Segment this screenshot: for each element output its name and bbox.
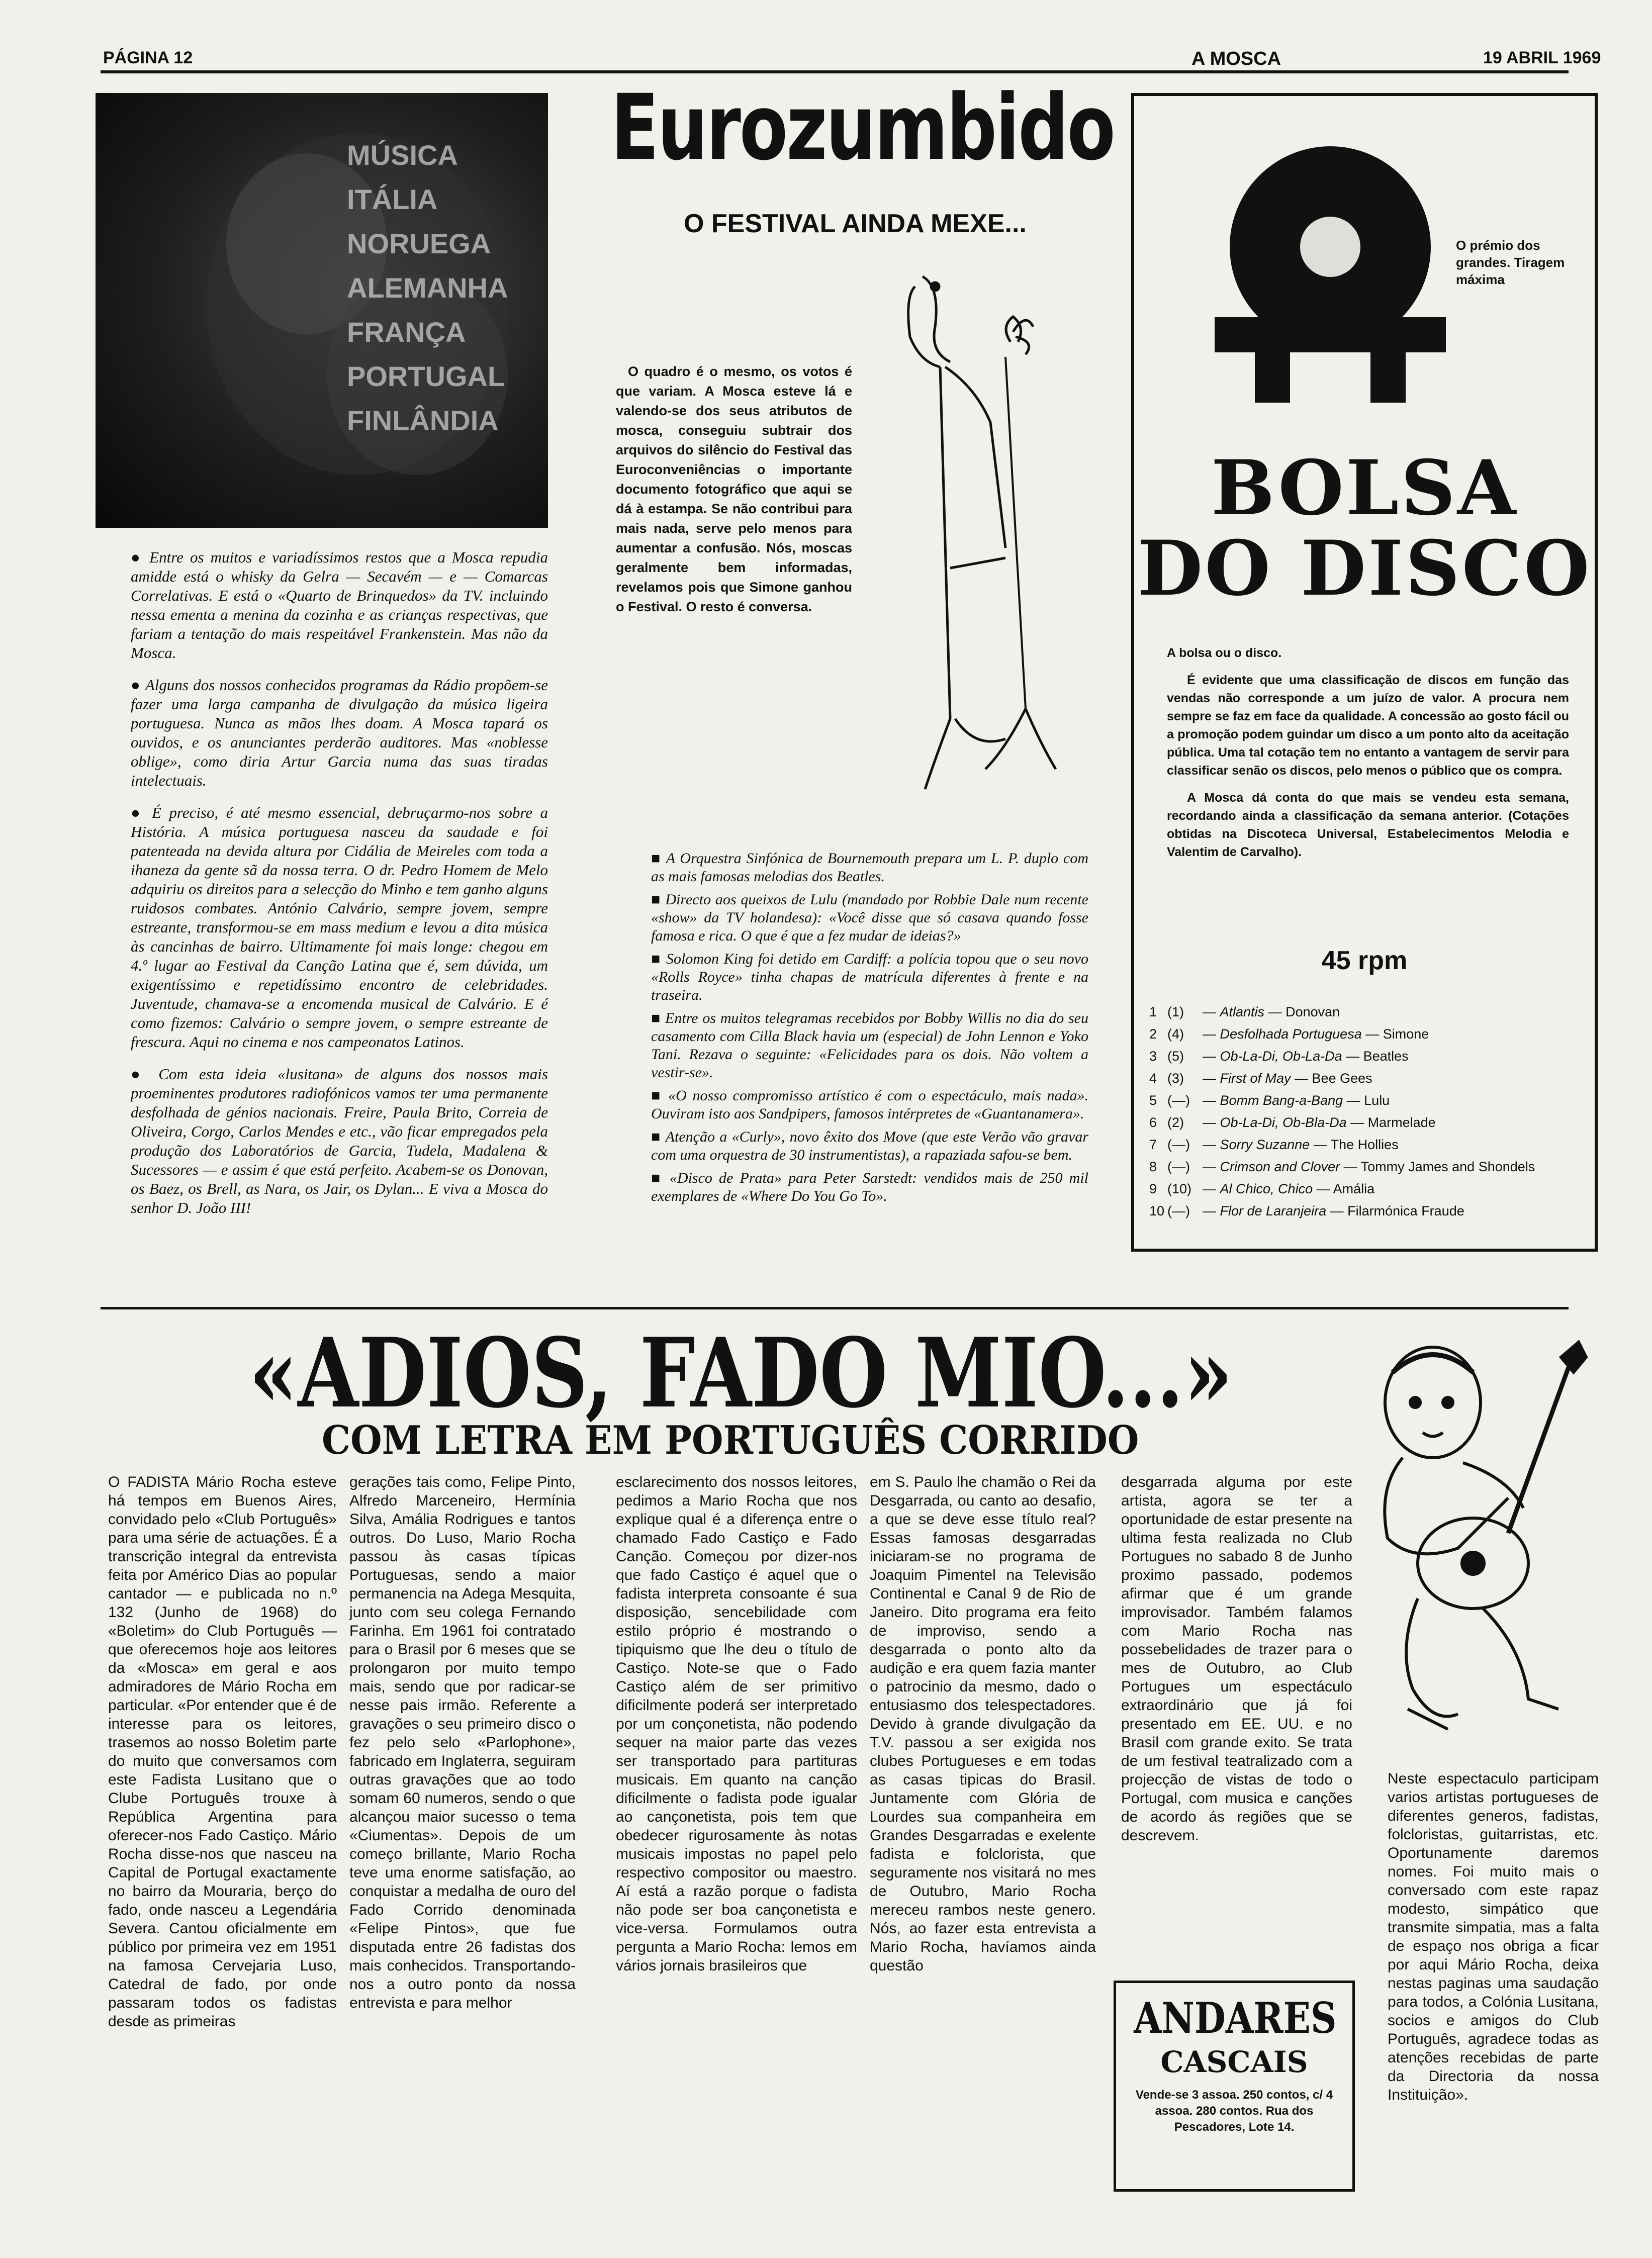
- eurozumbido-title: Eurozumbido: [611, 75, 1114, 180]
- fado-headline: «ADIOS, FADO MIO...»: [249, 1317, 1233, 1429]
- chart-position: 5: [1149, 1093, 1157, 1108]
- chart-dash: —: [1203, 1137, 1220, 1152]
- disc-caption: O prémio dos grandes. Tiragem máxima: [1456, 238, 1565, 287]
- chart-song-title: Desfolhada Portuguesa: [1220, 1026, 1362, 1042]
- chart-previous: (5): [1167, 1049, 1184, 1064]
- left-item-4: ● Com esta ideia «lusitana» de alguns dos nossos mais proeminentes produtores radiofónicos vamos ter uma permanente desfolhada de génios nacionais. Freire, Paula Brito, Correia de Oliveira, Corgo, Carlos Mendes e etc., vão ficar empregados pela produção dos Laboratórios de Garcia, Tudela, Madalena & Sucessores — e assim é que está perfeito. Acabem-se os Donovan, os Baez, os Brell, as Nara, os Jair, os Dylan... E viva a Mosca do senhor D. João III!: [131, 1065, 548, 1217]
- chart-artist: Amália: [1333, 1181, 1375, 1196]
- issue-date: 19 ABRIL 1969: [1483, 48, 1601, 67]
- eurozumbido-body: [616, 362, 852, 739]
- chart-dash: —: [1203, 1159, 1220, 1174]
- photo-word-2: ITÁLIA: [347, 183, 438, 215]
- chart-dash: —: [1203, 1049, 1220, 1064]
- chart-position: 7: [1149, 1137, 1157, 1152]
- fado-text-5: desgarrada alguma por este artista, agora se ter a oportunidade de estar presente na ultima festa realizada no Club Portugues no sabado 8 de Junho proximo passado, podemos afirmar que é um grande improvisador. Também falamos com Mario Rocha nas possebelidades de trazer para o mes de Outubro, ao Club Portugues um espectáculo extraordinário que já foi presentado em EE. UU. e no Brasil com grande exito. Se trata de um festival teatralizado com a projecção de vistas de todo o Portugal, com musica e canções de acordo ás regiões que se descrevem.: [1121, 1474, 1352, 1844]
- ad-title: ANDARES: [1134, 1993, 1337, 2043]
- section-rule: [101, 1307, 1569, 1309]
- page-number: PÁGINA 12: [103, 48, 193, 67]
- disc-trophy-illustration: [1179, 126, 1461, 408]
- bolsa-text: [1167, 644, 1569, 874]
- chart-dash: —: [1203, 1004, 1220, 1019]
- left-item-1: ● Entre os muitos e variadíssimos restos que a Mosca repudia amidde está o whisky da Gelra — Secavém — e — Comarcas Correlativas. E está o «Quarto de Brinquedos» da TV. incluindo nessa ementa a menina da cozinha e as crianças respectivas, que fariam a tentação do mais respeitável Frankenstein. Mas não da Mosca.: [131, 548, 548, 663]
- bolsa-box: [1131, 93, 1598, 1252]
- chart-position: 10: [1149, 1203, 1165, 1218]
- chart-song-title: Crimson and Clover: [1220, 1159, 1340, 1174]
- chart-dash: —: [1203, 1203, 1220, 1218]
- chart-separator: —: [1340, 1159, 1361, 1174]
- chart-artist: Lulu: [1364, 1093, 1390, 1108]
- chart-dash: —: [1203, 1115, 1220, 1130]
- chart-position: 9: [1149, 1181, 1157, 1196]
- chart-artist: Simone: [1383, 1026, 1429, 1042]
- left-item-3: ● É preciso, é até mesmo essencial, debruçarmo-nos sobre a História. A música portuguesa nasceu da saudade e foi patenteada na devida altura por Cidália de Meireles com toda a ihaneza da gente sã da nossa terra. O dr. Pedro Homem de Melo adquiriu os direitos para a selecção do Minho e tem ganho alguns ruidosos combates. António Calvário, sempre jovem, sempre estreante, transformou-se em mass medium e levou a dita música às cancinhas de bairro. Ultimamente foi mais longe: chegou em 4.º lugar ao Festival da Canção Latina que é, sem dúvida, um exigentíssimo e repetidíssimo encontro de celebridades. Juventude, chamava-se a encomenda musical de Calvário. E é como fizemos: Calvário o sempre jovem, o sempre estreante de frescura. Aqui no cinema e nos campeonatos Latinos.: [131, 803, 548, 1052]
- chart-separator: —: [1326, 1203, 1348, 1218]
- photo-word-1: MÚSICA: [347, 139, 458, 171]
- chart-artist: The Hollies: [1330, 1137, 1399, 1152]
- chart-song-title: Sorry Suzanne: [1220, 1137, 1310, 1152]
- chart-artist: Marmelade: [1367, 1115, 1436, 1130]
- andares-ad: [1114, 1981, 1355, 2192]
- photo-word-4: ALEMANHA: [347, 272, 508, 304]
- fado-column-4: [870, 1473, 1096, 2237]
- bolsa-title-1: BOLSA: [1211, 444, 1518, 532]
- chart-artist: Bee Gees: [1312, 1071, 1372, 1086]
- mid-item-5: ■ «O nosso compromisso artístico é com o espectáculo, mais nada». Ouviram isto aos Sandpipers, famosos intérpretes de «Guantanamera».: [651, 1087, 1088, 1123]
- chart-song-title: Ob-La-Di, Ob-Bla-Da: [1220, 1115, 1347, 1130]
- chart-artist: Filarmónica Fraude: [1347, 1203, 1464, 1218]
- chart-row: [1149, 1023, 1587, 1045]
- chart-song-title: Flor de Laranjeira: [1220, 1203, 1327, 1218]
- chart-row: [1149, 1111, 1587, 1134]
- chart-separator: —: [1346, 1115, 1368, 1130]
- singer-cartoon: [875, 266, 1126, 799]
- chart-position: 3: [1149, 1049, 1157, 1064]
- chart-previous: (—): [1167, 1137, 1190, 1152]
- bolsa-para-1: É evidente que uma classificação de discos em função das vendas não corresponde a um juízo de valor. A procura nem sempre se faz em face da qualidade. A concessão ao gosto fácil ou a promoção podem guindar um disco a um ponto alto da aceitação pública. Uma tal cotação tem no entanto a vantagem de servir para classificar senão os discos, pelo menos o público que os compra.: [1167, 673, 1569, 778]
- chart-row: [1149, 1089, 1587, 1111]
- festival-photo: [96, 93, 548, 528]
- chart-artist: Tommy James and Shondels: [1360, 1159, 1535, 1174]
- chart-separator: —: [1342, 1049, 1363, 1064]
- fado-text-6: Neste espectaculo participam varios artistas portugueses de diferentes generos, fadistas, folcloristas, guitarristas, etc. Oportunamente daremos nomes. Foi muito mais o conversado com este rapaz modesto, simpático que transmite simpatia, mas a falta de espaço nos obriga a ficar por aqui Mário Rocha, deixa nestas paginas uma saudação para todos, a Colónia Lusitana, socios e amigos do Club Português, agradece todas as atenções recebidas de parte da Directoria da nossa Instituição».: [1388, 1770, 1599, 2103]
- chart-separator: —: [1343, 1093, 1364, 1108]
- chart-previous: (1): [1167, 1004, 1184, 1019]
- fado-column-1: [108, 1473, 337, 2237]
- chart-previous: (4): [1167, 1026, 1184, 1042]
- chart-separator: —: [1310, 1137, 1331, 1152]
- chart-separator: —: [1313, 1181, 1333, 1196]
- chart-dash: —: [1203, 1093, 1220, 1108]
- ad-subtitle: CASCAIS: [1160, 2045, 1308, 2079]
- chart-position: 1: [1149, 1004, 1157, 1019]
- chart-row: [1149, 1200, 1587, 1222]
- chart-row: [1149, 1001, 1587, 1023]
- left-column: [131, 548, 548, 1292]
- record-chart: [1149, 1001, 1587, 1222]
- chart-row: [1149, 1045, 1587, 1067]
- photo-word-7: FINLÂNDIA: [347, 405, 499, 436]
- chart-separator: —: [1291, 1071, 1312, 1086]
- chart-artist: Beatles: [1363, 1049, 1409, 1064]
- bolsa-para-2: A Mosca dá conta do que mais se vendeu esta semana, recordando ainda a classificação da semana anterior. (Cotações obtidas na Discoteca Universal, Estabelecimentos Melodia e Valentim de Carvalho).: [1167, 791, 1569, 859]
- mid-item-3: ■ Solomon King foi detido em Cardiff: a polícia topou que o seu novo «Rolls Royce» tinha chapas de matrícula diferentes à frente e na traseira.: [651, 950, 1088, 1004]
- paper-name: A MOSCA: [1191, 48, 1281, 69]
- fado-text-3: esclarecimento dos nossos leitores, pedimos a Mario Rocha que nos explique qual é a diferença entre o chamado Fado Castiço e Fado Canção. Começou por dizer-nos que fado Castiço é aquel que o fadista interpreta consoante é sua disposição, sencebilidade com estilo próprio é mostrando o tipiquismo que lhe deu o título de Castiço. Note-se que o Fado Castiço além de ser primitivo dificilmente poderá ser interpretado por um conçonetista, não podendo sequer na maior parte das vezes ser transportado para partituras musicais. Em quanto na canção dificilmente o fadista pode igualar ao cançonetista, pois tem que obedecer rigurosamente às notas musicais impostas no papel pelo respectivo compositor ou maestro. Aí está a razão porque o fadista não pode ser boa cançonetista e vice-versa. Formulamos outra pergunta a Mario Rocha: lemos em vários jornais brasileiros que: [616, 1474, 857, 1974]
- mid-item-6: ■ Atenção a «Curly», novo êxito dos Move (que este Verão vão gravar com uma orquestra de 30 instrumentistas), a rapaziada safou-se bem.: [651, 1128, 1088, 1164]
- photo-word-5: FRANÇA: [347, 316, 466, 348]
- chart-position: 2: [1149, 1026, 1157, 1042]
- chart-previous: (3): [1167, 1071, 1184, 1086]
- fado-subhead: COM LETRA EM PORTUGUÊS CORRIDO: [322, 1418, 1139, 1463]
- eurozumbido-text: O quadro é o mesmo, os votos é que variam. A Mosca esteve lá e valendo-se dos seus atributos de mosca, conseguiu subtrair dos arquivos do silêncio do Festival das Euroconveniências o importante documento fotográfico que aqui se dá à estampa. Se não contribui para mais nada, serve pelo menos para aumentar a confusão. Nós, moscas geralmente bem informadas, revelamos pois que Simone ganhou o Festival. O resto é conversa.: [616, 364, 852, 614]
- masthead-rule: [101, 70, 1569, 73]
- chart-previous: (—): [1167, 1159, 1190, 1174]
- mid-item-1: ■ A Orquestra Sinfónica de Bournemouth prepara um L. P. duplo com as mais famosas melodias dos Beatles.: [651, 850, 1088, 886]
- mid-item-2: ■ Directo aos queixos de Lulu (mandado por Robbie Dale num recente «show» da TV holandesa): «Você disse que só casava quando fosse famosa e rica. O que é que a fez mudar de ideias?»: [651, 891, 1088, 945]
- chart-position: 8: [1149, 1159, 1157, 1174]
- chart-row: [1149, 1134, 1587, 1156]
- chart-previous: (—): [1167, 1093, 1190, 1108]
- fado-text-2: gerações tais como, Felipe Pinto, Alfredo Marceneiro, Hermínia Silva, Amália Rodrigues e tantos outros. Do Luso, Mario Rocha passou às casas típicas Portuguesas, sendo a maior permanencia na Adega Mesquita, junto com seu colega Fernando Farinha. Em 1961 foi contratado para o Brasil por 6 meses que se prolongaron por muito tempo mais, sendo que por radicar-se nesse pais irmão. Referente a gravações o seu primeiro disco o fez pelo selo «Parlophone», fabricado em Inglaterra, seguiram outras gravações que ao todo somam 60 numeros, sendo o que alcançou maior sucesso o tema «Ciumentas». Depois de um começo brillante, Mario Rocha teve uma enorme satisfação, ao conquistar a medalha de ouro del Fado Corrido denominada «Felipe Pintos», que fue disputada entre 26 fadistas dos mais conhecidos. Transportando-nos a outro ponto da nossa entrevista e para melhor: [349, 1474, 576, 2011]
- chart-previous: (2): [1167, 1115, 1184, 1130]
- chart-row: [1149, 1178, 1587, 1200]
- fado-text-1: O FADISTA Mário Rocha esteve há tempos em Buenos Aires, convidado pelo «Club Português» para uma série de actuações. É a transcrição integral da entrevista feita por Américo Dias ao popular cantador — e publicada no n.º 132 (Junho de 1968) do «Boletim» do Club Português — que oferecemos hoje aos leitores da «Mosca» em geral e aos admiradores de Mário Rocha em particular. «Por entender que é de interesse para os leitores, trasemos ao nosso Boletim parte do muito que conversamos com este Fadista Lusitano que o Clube Português trouxe à República Argentina para oferecer-nos Fado Castiço. Mário Rocha disse-nos que nasceu na Capital de Portugal exactamente no bairro da Mouraria, berço do fado, onde nasceu a Legendária Severa. Cantou oficialmente em público por primeira vez em 1951 na famosa Cervejaria Luso, Catedral de fado, por onde passaram todos os fadistas desde as primeiras: [108, 1474, 337, 2030]
- chart-previous: (—): [1167, 1203, 1190, 1218]
- chart-song-title: Bomm Bang-a-Bang: [1220, 1093, 1343, 1108]
- chart-position: 4: [1149, 1071, 1157, 1086]
- chart-row: [1149, 1067, 1587, 1089]
- photo-word-3: NORUEGA: [347, 228, 491, 259]
- fado-column-3: [616, 1473, 857, 2237]
- bolsa-title-2: DO DISCO: [1137, 524, 1592, 613]
- chart-dash: —: [1203, 1181, 1220, 1196]
- left-item-2: ● Alguns dos nossos conhecidos programas da Rádio propõem-se fazer uma larga campanha de divulgação da música ligeira portuguesa. Nunca as mãos lhes doam. A Mosca tapará os ouvidos, e os anunciantes perderão auditores. Mas «noblesse oblige», como diria Artur Garcia numa das suas tiradas intelectuais.: [131, 676, 548, 790]
- photo-word-6: PORTUGAL: [347, 360, 505, 392]
- mid-item-7: ■ «Disco de Prata» para Peter Sarstedt: vendidos mais de 250 mil exemplares de «Where Do You Go To».: [651, 1169, 1088, 1205]
- bolsa-lead: A bolsa ou o disco.: [1167, 646, 1282, 660]
- chart-separator: —: [1264, 1004, 1286, 1019]
- eurozumbido-subtitle: O FESTIVAL AINDA MEXE...: [684, 209, 1027, 238]
- chart-separator: —: [1361, 1026, 1383, 1042]
- guitarist-cartoon: [1357, 1327, 1599, 1759]
- chart-heading: 45 rpm: [1321, 946, 1408, 975]
- chart-song-title: Atlantis: [1220, 1004, 1265, 1019]
- fado-column-5: [1121, 1473, 1352, 1975]
- chart-dash: —: [1203, 1026, 1220, 1042]
- middle-column: [651, 850, 1088, 1292]
- mid-item-4: ■ Entre os muitos telegramas recebidos por Bobby Willis no dia do seu casamento com Cilla Black havia um (especial) de John Lennon e Yoko Tani. Rezava o seguinte: «Felicidades para os dois. Não voltem a vestir-se».: [651, 1009, 1088, 1082]
- fado-column-6: [1388, 1769, 1599, 2237]
- chart-song-title: Al Chico, Chico: [1220, 1181, 1313, 1196]
- fado-column-2: [349, 1473, 576, 2237]
- chart-row: [1149, 1156, 1587, 1178]
- chart-position: 6: [1149, 1115, 1157, 1130]
- chart-dash: —: [1203, 1071, 1220, 1086]
- chart-song-title: First of May: [1220, 1071, 1291, 1086]
- chart-artist: Donovan: [1286, 1004, 1340, 1019]
- ad-text: Vende-se 3 assoa. 250 contos, c/ 4 assoa. 280 contos. Rua dos Pescadores, Lote 14.: [1135, 2088, 1333, 2134]
- chart-song-title: Ob-La-Di, Ob-La-Da: [1220, 1049, 1342, 1064]
- chart-previous: (10): [1167, 1181, 1192, 1196]
- fado-text-4: em S. Paulo lhe chamão o Rei da Desgarrada, ou canto ao desafio, a que se deve esse título real? Essas famosas desgarradas iniciaram-se no programa de Joaquim Pimentel na Televisão Continental e Canal 9 de Rio de Janeiro. Dito programa era feito de improviso, sendo a desgarrada o ponto alto da audição e era quem fazia manter o patrocinio da mesmo, dado o entusiasmo dos telespectadores. Devido à grande divulgação da T.V. passou a ser exigida nos clubes Portugueses e em todas as casas tipicas do Brasil. Juntamente com Glória de Lourdes sua companheira em Grandes Desgarradas e exelente fadista e folclorista, que seguramente nos visitará no mes de Outubro, Mario Rocha mereceu rambos neste genero. Nós, ao fazer esta entrevista a Mario Rocha, havíamos ainda questão: [870, 1474, 1096, 1974]
